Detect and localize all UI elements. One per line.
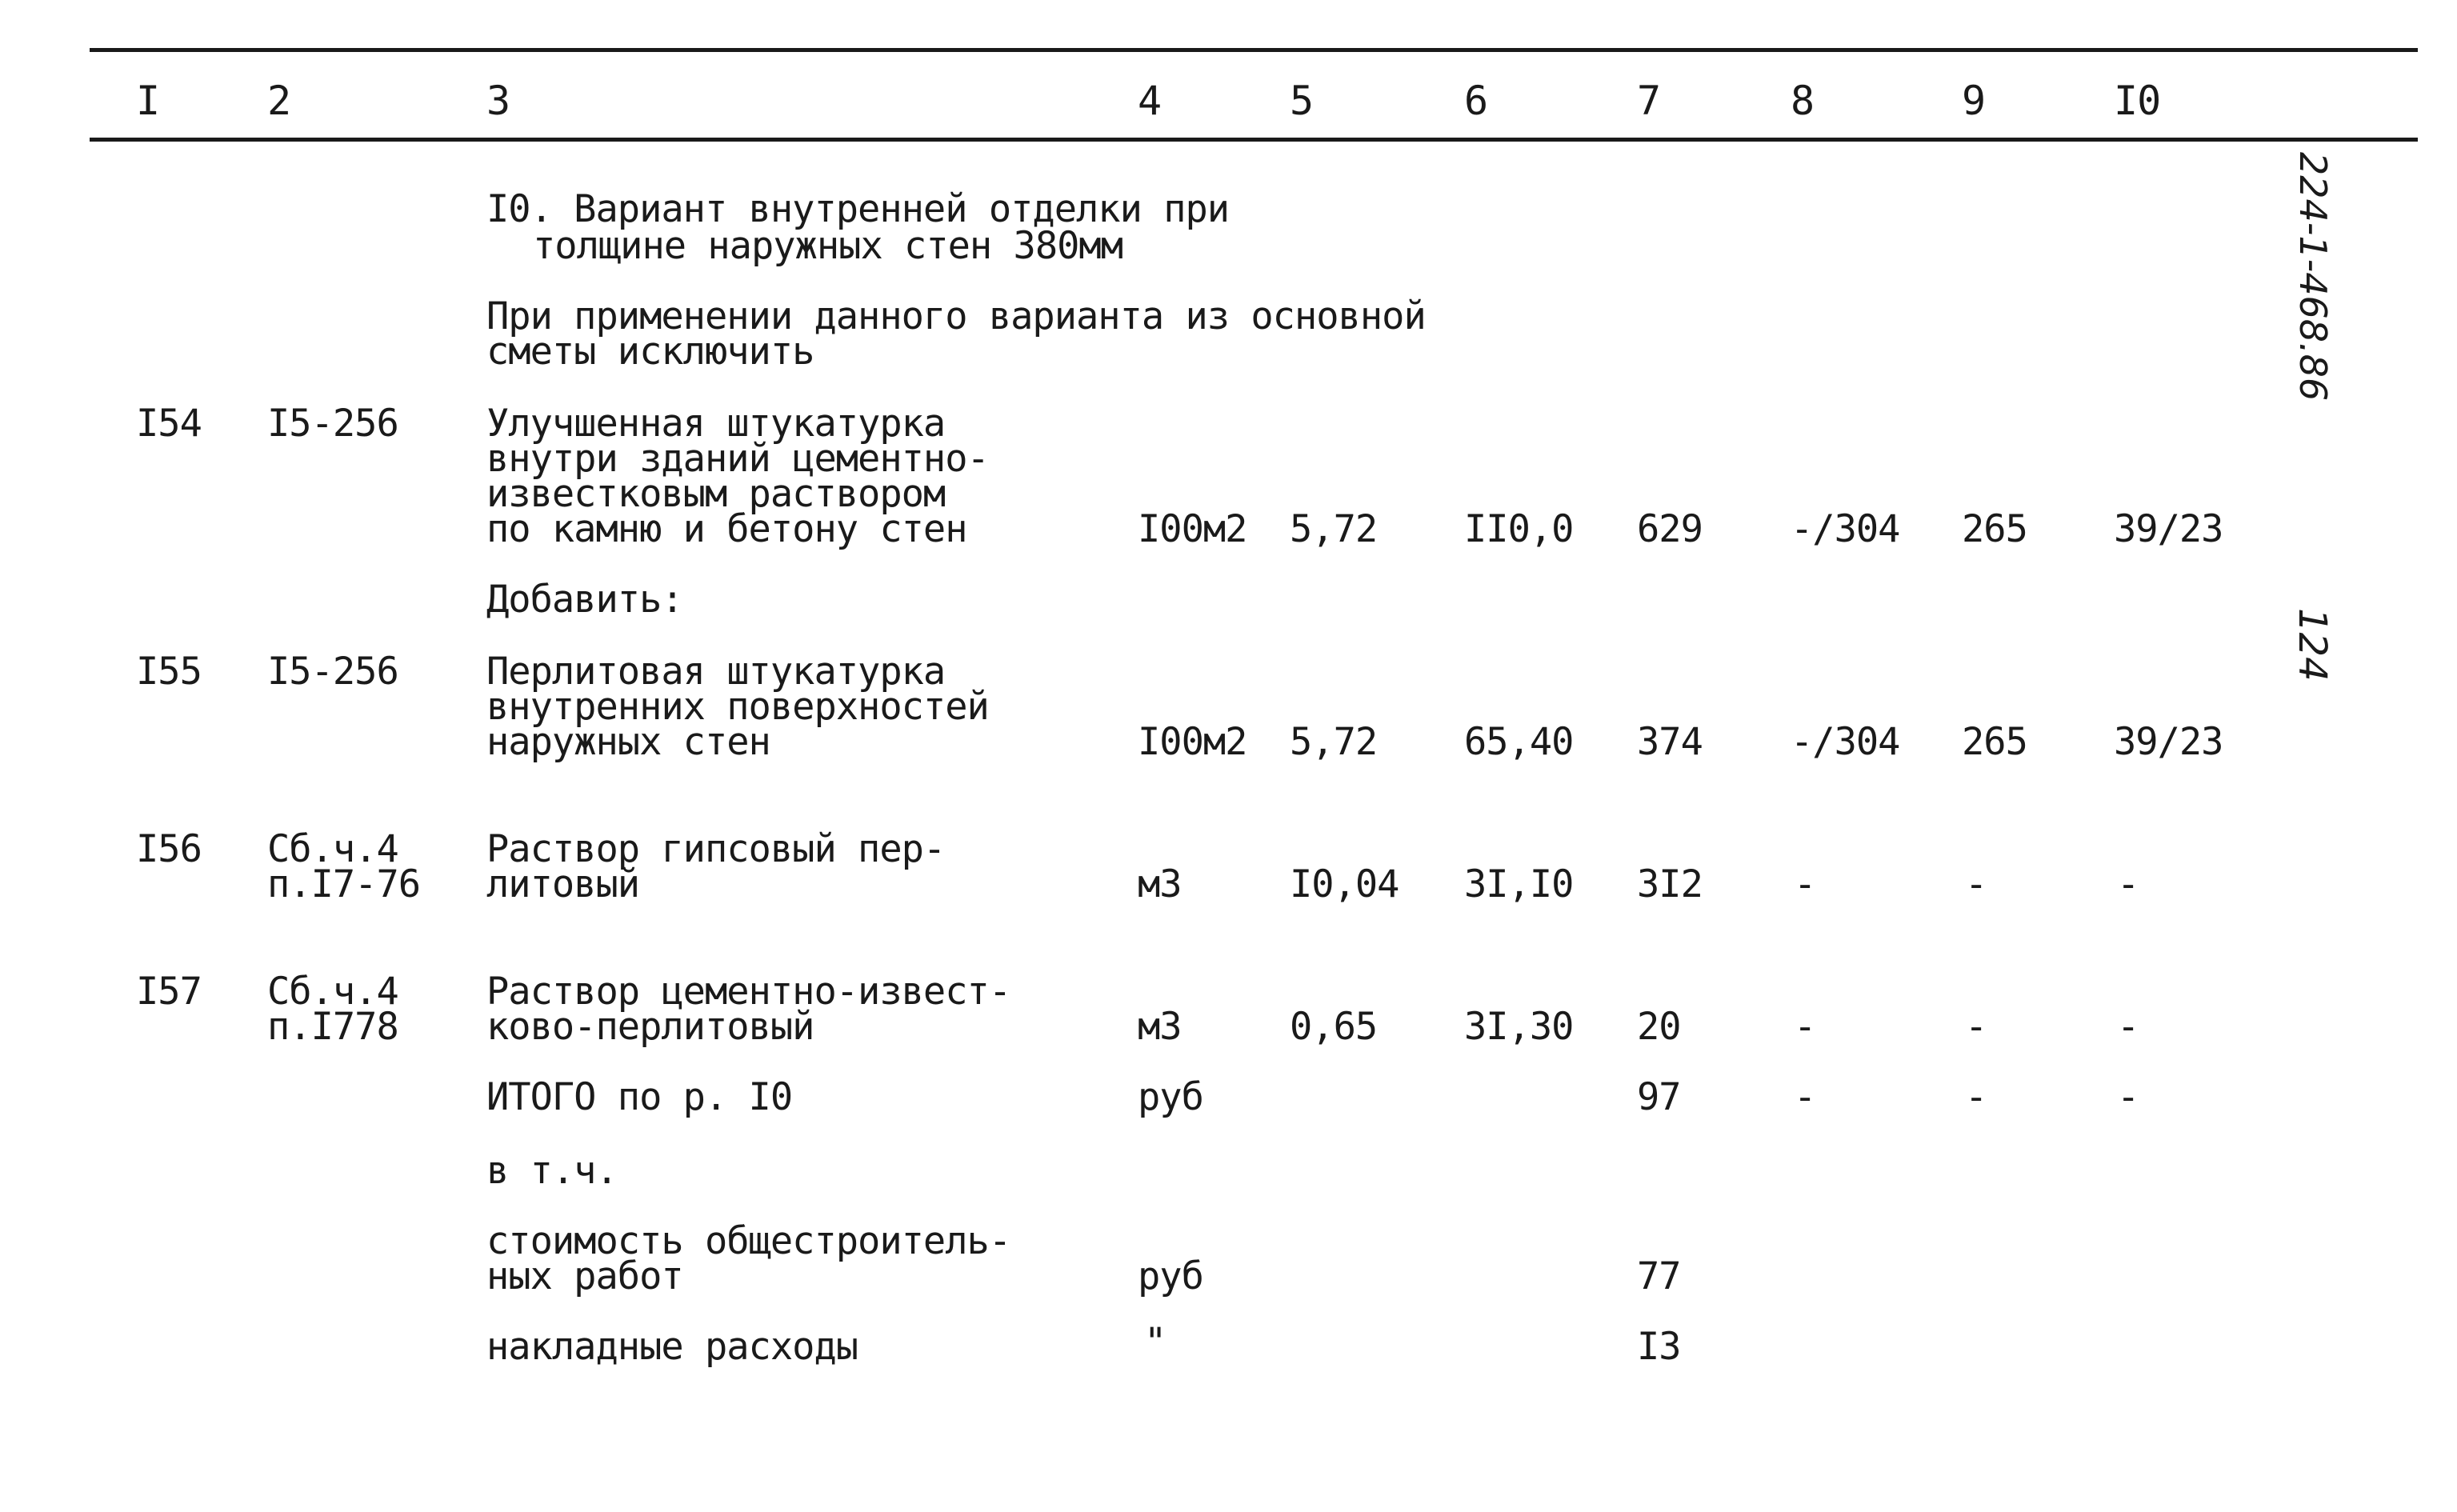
section-note-line1: При применении данного варианта из основной (486, 294, 1426, 338)
col-header-4: 4 (1138, 78, 1162, 124)
row-number: I56 (136, 827, 202, 871)
row-col9: 265 (1962, 720, 2027, 764)
col-header-5: 5 (1290, 78, 1314, 124)
row-quantity: I0,04 (1290, 862, 1399, 906)
document-code-stamp: 224-1-468.86 (2291, 152, 2335, 402)
section-title-line1: I0. Вариант внутренней отделки при (486, 187, 1230, 231)
row-description-line: Раствор цементно-извест- (486, 970, 1011, 1014)
row-description-line: литовый (486, 862, 640, 906)
subtotal-label: накладные расходы (486, 1325, 858, 1369)
col-header-3: 3 (486, 78, 510, 124)
row-number: I57 (136, 970, 202, 1014)
subtotal-label-line: ных работ (486, 1254, 683, 1298)
subtotal-cost: I3 (1637, 1325, 1681, 1369)
row-quantity: 5,72 (1290, 720, 1378, 764)
row-col10: 39/23 (2114, 720, 2223, 764)
total-col10: - (2117, 1075, 2139, 1119)
row-unit: I00м2 (1138, 720, 1247, 764)
col-header-9: 9 (1962, 78, 1986, 124)
row-col10: - (2117, 1005, 2139, 1049)
row-code: п.I778 (267, 1005, 398, 1049)
row-description-line: Улучшенная штукатурка (486, 402, 946, 446)
row-unit: м3 (1138, 1005, 1182, 1049)
row-unit: м3 (1138, 862, 1182, 906)
total-cost: 97 (1637, 1075, 1681, 1119)
header-bottom-rule (90, 138, 2418, 142)
total-col9: - (1965, 1075, 1987, 1119)
row-col9: - (1965, 862, 1987, 906)
row-description-line: по камню и бетону стен (486, 507, 967, 551)
row-cost: 374 (1637, 720, 1703, 764)
row-unit-price: 3I,30 (1464, 1005, 1574, 1049)
row-unit-price: 65,40 (1464, 720, 1574, 764)
row-unit: I00м2 (1138, 507, 1247, 551)
page-number: 124 (2290, 608, 2335, 682)
row-code: I5-256 (267, 402, 398, 446)
row-col9: 265 (1962, 507, 2027, 551)
row-col9: - (1965, 1005, 1987, 1049)
total-col8: - (1794, 1075, 1816, 1119)
row-quantity: 0,65 (1290, 1005, 1378, 1049)
row-description-line: наружных стен (486, 720, 770, 764)
total-unit: руб (1138, 1075, 1203, 1119)
row-description-line: внутренних поверхностей (486, 685, 989, 729)
col-header-6: 6 (1464, 78, 1488, 124)
row-number: I55 (136, 650, 202, 694)
subtotal-cost: 77 (1637, 1254, 1681, 1298)
row-col8: - (1794, 1005, 1816, 1049)
col-header-1: I (136, 78, 160, 124)
header-top-rule (90, 48, 2418, 52)
subtotal-unit: " (1144, 1320, 1166, 1364)
row-code: Сб.ч.4 (267, 827, 398, 871)
subtotal-label-line: стоимость общестроитель- (486, 1219, 1011, 1263)
section-title-line2: толщине наружных стен 380мм (533, 224, 1123, 268)
section-note-line2: сметы исключить (486, 330, 814, 374)
row-cost: 20 (1637, 1005, 1681, 1049)
col-header-7: 7 (1637, 78, 1661, 124)
row-description-line: Раствор гипсовый пер- (486, 827, 946, 871)
row-col10: 39/23 (2114, 507, 2223, 551)
row-col8: -/304 (1791, 507, 1900, 551)
row-description-line: Перлитовая штукатурка (486, 650, 946, 694)
row-description-line: известковым раствором (486, 472, 946, 516)
subtotal-unit: руб (1138, 1254, 1203, 1298)
row-unit-price: 3I,I0 (1464, 862, 1574, 906)
col-header-8: 8 (1791, 78, 1815, 124)
row-description-line: ково-перлитовый (486, 1005, 814, 1049)
total-label: ИТОГО по р. I0 (486, 1075, 793, 1119)
row-quantity: 5,72 (1290, 507, 1378, 551)
row-description-line: внутри зданий цементно- (486, 437, 989, 481)
row-col10: - (2117, 862, 2139, 906)
including-label: в т.ч. (486, 1149, 618, 1193)
col-header-10: I0 (2114, 78, 2161, 124)
row-col8: - (1794, 862, 1816, 906)
row-cost: 3I2 (1637, 862, 1703, 906)
row-unit-price: II0,0 (1464, 507, 1574, 551)
add-label: Добавить: (486, 578, 683, 622)
row-number: I54 (136, 402, 202, 446)
row-cost: 629 (1637, 507, 1703, 551)
row-code: п.I7-76 (267, 862, 421, 906)
row-col8: -/304 (1791, 720, 1900, 764)
row-code: I5-256 (267, 650, 398, 694)
col-header-2: 2 (267, 78, 291, 124)
row-code: Сб.ч.4 (267, 970, 398, 1014)
